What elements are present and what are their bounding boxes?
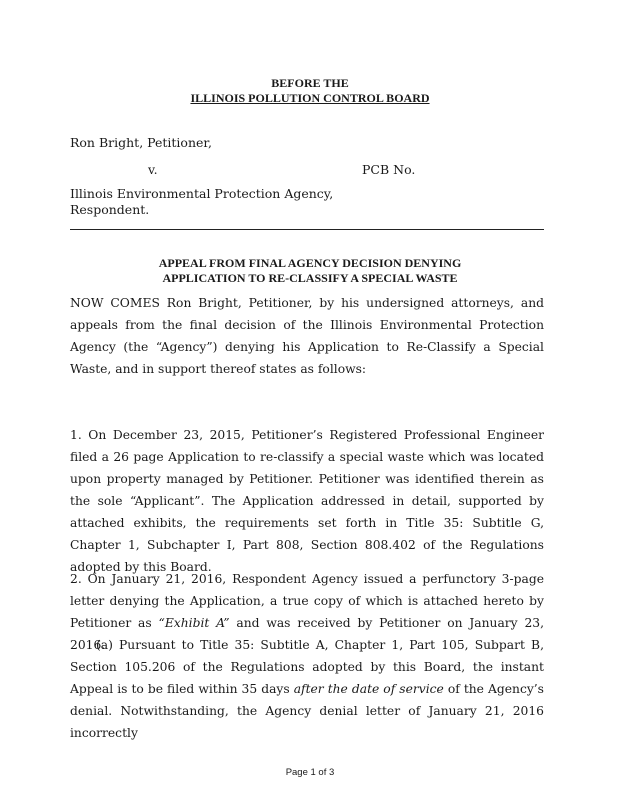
- intro-paragraph: NOW COMES Ron Bright, Petitioner, by his undersigned attorneys, and appeals from the final decision of the Illinois Environmental Protection Agency (the “Agency”) denying his Application to Re-Classify a Special Waste, and in support thereof states as follows:: [70, 296, 544, 376]
- document-title-line2: APPLICATION TO RE-CLASSIFY A SPECIAL WASTE: [162, 271, 458, 285]
- respondent-label: Respondent.: [70, 202, 150, 217]
- respondent-name: Illinois Environmental Protection Agency,: [70, 186, 334, 201]
- service-date-emphasis: after the date of service: [293, 682, 444, 696]
- paragraph-2-text-b: and was received by Petitioner on January 23, 2016.: [70, 616, 544, 652]
- versus-label: v.: [148, 162, 158, 177]
- paragraph-2-text-a: 2. On January 21, 2016, Respondent Agency issued a perfunctory 3-page letter denying the Application, a true copy of which is attached hereto by Petitioner as: [70, 572, 544, 630]
- document-title-line1: APPEAL FROM FINAL AGENCY DECISION DENYING: [158, 256, 462, 270]
- case-number-label: PCB No.: [362, 162, 416, 177]
- court-heading: BEFORE THE: [271, 76, 349, 90]
- exhibit-reference: “Exhibit A”: [158, 616, 230, 630]
- paragraph-2a-text-b: of the Agency’s denial. Notwithstanding, the Agency denial letter of January 21, 2016 incorrectly: [70, 682, 544, 740]
- paragraph-2a: [70, 634, 544, 744]
- court-name: ILLINOIS POLLUTION CONTROL BOARD: [190, 91, 430, 105]
- petitioner-name: Ron Bright, Petitioner,: [70, 135, 212, 150]
- page-number: Page 1 of 3: [285, 767, 335, 778]
- paragraph-1: 1. On December 23, 2015, Petitioner’s Registered Professional Engineer filed a 26 page Application to re-classify a special waste which was located upon property managed by Petitioner. Petitioner was identified therein as the sole “Applicant”. The Application addressed in detail, supported by attached exhibits, the requirements set forth in Title 35: Subtitle G, Chapter 1, Subchapter I, Part 808, Section 808.402 of the Regulations adopted by this Board.: [70, 428, 544, 574]
- paragraph-2a-text-a: (a) Pursuant to Title 35: Subtitle A, Chapter 1, Part 105, Subpart B, Section 105.206 of the Regulations adopted by this Board, the instant Appeal is to be filed within 35 days: [70, 638, 544, 696]
- caption-divider: [70, 229, 544, 230]
